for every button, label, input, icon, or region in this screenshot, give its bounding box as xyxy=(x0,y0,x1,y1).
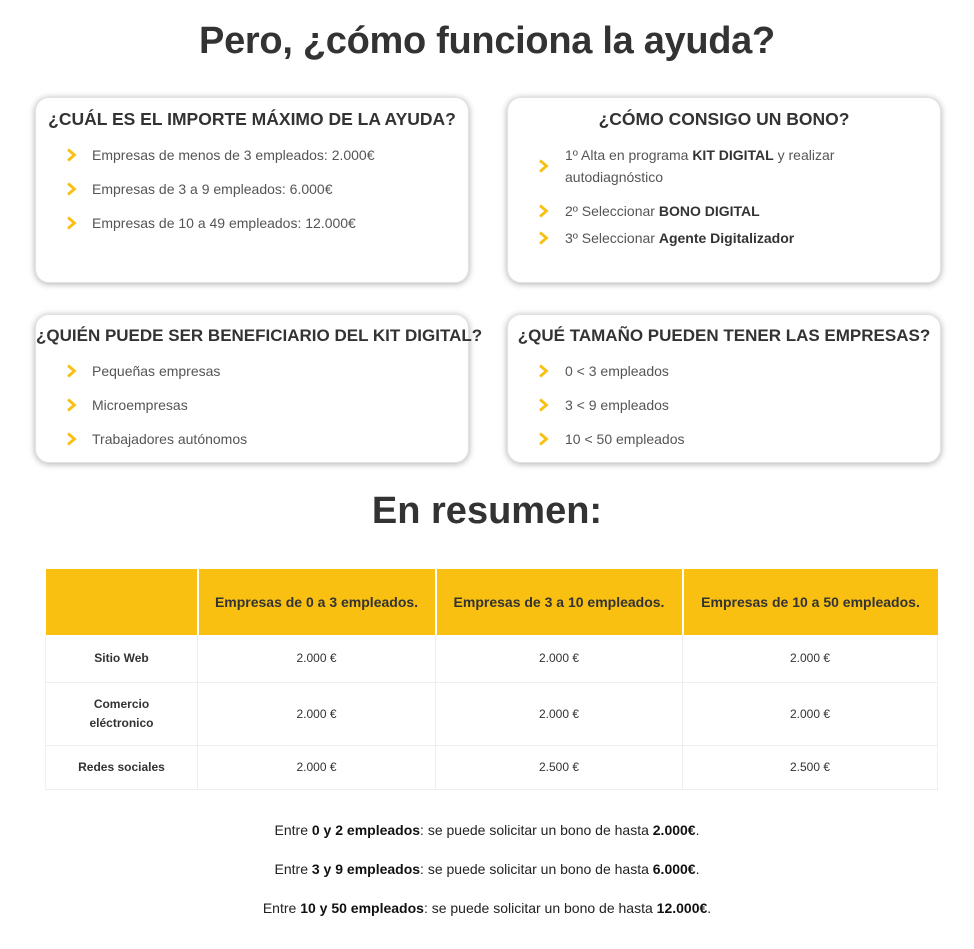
list-item: 10 < 50 empleados xyxy=(508,428,940,462)
table-cell: 2.000 € xyxy=(198,682,436,745)
card-title: ¿CUÁL ES EL IMPORTE MÁXIMO DE LA AYUDA? xyxy=(48,109,456,129)
table-cell: 2.000 € xyxy=(198,745,436,789)
chevron-right-icon xyxy=(66,398,80,412)
page-title: Pero, ¿cómo funciona la ayuda? xyxy=(199,20,775,62)
table-header: Empresas de 3 a 10 empleados. xyxy=(436,569,683,635)
chevron-right-icon xyxy=(538,204,552,218)
importe-list xyxy=(36,144,468,246)
note-line: Entre 3 y 9 empleados: se puede solicitar un bono de hasta 6.000€. xyxy=(274,861,700,877)
bono-steps-list xyxy=(508,144,940,254)
chevron-right-icon xyxy=(66,216,80,230)
chevron-right-icon xyxy=(66,148,80,162)
card-importe-maximo xyxy=(35,97,469,283)
list-item: 2º Seleccionar BONO DIGITAL xyxy=(508,200,940,227)
chevron-right-icon xyxy=(66,182,80,196)
table-row xyxy=(46,635,938,682)
tamano-list xyxy=(508,360,940,462)
note-line: Entre 0 y 2 empleados: se puede solicitar un bono de hasta 2.000€. xyxy=(274,822,700,838)
list-item: 3º Seleccionar Agente Digitalizador xyxy=(508,227,940,254)
card-title: ¿CÓMO CONSIGO UN BONO? xyxy=(598,109,850,129)
card-como-consigo-bono xyxy=(507,97,941,283)
list-item: 0 < 3 empleados xyxy=(508,360,940,394)
list-item: Empresas de menos de 3 empleados: 2.000€ xyxy=(36,144,468,178)
chevron-right-icon xyxy=(538,432,552,446)
chevron-right-icon xyxy=(538,364,552,378)
list-item: Microempresas xyxy=(36,394,468,428)
chevron-right-icon xyxy=(538,159,552,173)
chevron-right-icon xyxy=(66,364,80,378)
chevron-right-icon xyxy=(538,231,552,245)
list-item: Pequeñas empresas xyxy=(36,360,468,394)
table-row xyxy=(46,682,938,745)
card-title: ¿QUÉ TAMAÑO PUEDEN TENER LAS EMPRESAS? xyxy=(517,326,931,345)
beneficiario-list xyxy=(36,360,468,462)
chevron-right-icon xyxy=(66,432,80,446)
summary-heading: En resumen: xyxy=(371,490,603,532)
card-title: ¿QUIÉN PUEDE SER BENEFICIARIO DEL KIT DIGITAL? xyxy=(36,326,483,345)
table-cell: 2.000 € xyxy=(683,682,938,745)
note-line: Entre 10 y 50 empleados: se puede solicitar un bono de hasta 12.000€. xyxy=(262,900,712,916)
chevron-right-icon xyxy=(538,398,552,412)
table-header: Empresas de 0 a 3 empleados. xyxy=(198,569,436,635)
list-item: 3 < 9 empleados xyxy=(508,394,940,428)
list-item: Trabajadores autónomos xyxy=(36,428,468,462)
table-cell: 2.000 € xyxy=(436,635,683,682)
table-header-row xyxy=(46,569,938,635)
row-label: Redes sociales xyxy=(46,745,198,789)
card-tamano-empresas xyxy=(507,314,941,463)
list-item: Empresas de 3 a 9 empleados: 6.000€ xyxy=(36,178,468,212)
table-cell: 2.000 € xyxy=(198,635,436,682)
card-beneficiario xyxy=(35,314,483,463)
row-label: Sitio Web xyxy=(46,635,198,682)
table-row xyxy=(46,745,938,789)
table-cell: 2.000 € xyxy=(683,635,938,682)
table-cell: 2.000 € xyxy=(436,682,683,745)
row-label: Comercio eléctronico xyxy=(46,682,198,745)
list-item: 1º Alta en programa KIT DIGITAL y realizar autodiagnóstico xyxy=(508,144,940,200)
list-item: Empresas de 10 a 49 empleados: 12.000€ xyxy=(36,212,468,246)
table-cell: 2.500 € xyxy=(683,745,938,789)
table-header-empty xyxy=(46,569,198,635)
summary-table xyxy=(45,569,938,790)
table-cell: 2.500 € xyxy=(436,745,683,789)
table-header: Empresas de 10 a 50 empleados. xyxy=(683,569,938,635)
